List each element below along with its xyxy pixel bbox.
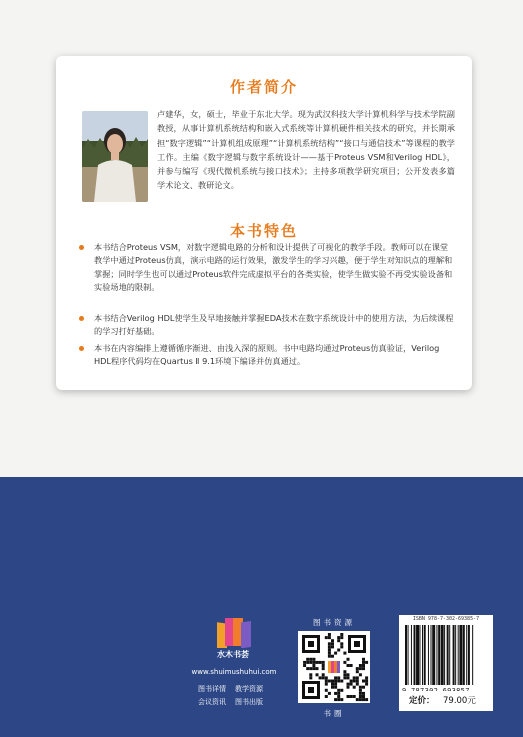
feature-text: 本书结合Verilog HDL使学生及早地接触并掌握EDA技术在数字系统设计中的使用方法，为后续课程的学习打好基础。	[94, 313, 454, 337]
author-bio: 卢建华，女，硕士，毕业于东北大学。现为武汉科技大学计算机科学与技术学院副教授，从事计算机系统结构和嵌入式系统等计算机硬件相关技术的研究，并长期承担“数字逻辑”“计算机组成原理”“计算机系统结构”“接口与通信技术”等课程的教学工作。主编《数字逻辑与数字系统设计——基于Proteus VSM和Verilog HDL》，并参与编写《现代微机系统与接口技术》；主持多项教学研究项目；公开发表多篇学术论文、教研论文。	[157, 109, 455, 191]
feature-item	[94, 241, 456, 295]
publisher-website[interactable]: www.shuimushuhui.com	[191, 668, 277, 676]
author-photo	[82, 111, 148, 202]
price-value: 79.00元	[443, 696, 476, 706]
price-label: 定价：	[409, 696, 435, 706]
info-card	[56, 56, 472, 390]
feature-item	[94, 342, 456, 369]
feature-text: 本书结合Proteus VSM，对数字逻辑电路的分析和设计提供了可视化的教学手段。教师可以在课堂教学中通过Proteus仿真，演示电路的运行效果，激发学生的学习兴趣，便于学生对知识点的理解和掌握；同时学生也可以通过Proteus软件完成虚拟平台的各类实验，使学生做实验不再受实验设备和实验场地的限制。	[94, 242, 453, 293]
qr-title: 图书资源	[313, 618, 355, 627]
link-teaching-resources[interactable]: 教学资源	[235, 685, 263, 693]
link-book-publishing[interactable]: 图书出版	[235, 698, 263, 706]
isbn-text: ISBN 978-7-302-69385-7	[412, 616, 480, 622]
price-box	[399, 691, 493, 708]
feature-text: 本书在内容编排上遵循循序渐进、由浅入深的原则。书中电路均通过Proteus仿真验证，Verilog HDL程序代码均在Quartus Ⅱ 9.1环境下编译并仿真通过。	[94, 343, 440, 367]
qr-subtitle: 书圈	[323, 709, 345, 718]
publisher-name: 水木书荟	[217, 649, 249, 659]
bullet-icon	[79, 346, 84, 351]
link-book-details[interactable]: 图书详情	[198, 685, 226, 693]
bullet-icon	[79, 245, 84, 250]
link-conference-news[interactable]: 会议资讯	[198, 698, 226, 706]
barcode-icon	[399, 623, 493, 687]
author-heading: 作者简介	[229, 78, 298, 96]
qr-code[interactable]	[298, 631, 370, 703]
publisher-logo	[201, 614, 266, 652]
feature-item	[94, 312, 456, 339]
features-heading: 本书特色	[229, 222, 298, 240]
bullet-icon	[79, 316, 84, 321]
